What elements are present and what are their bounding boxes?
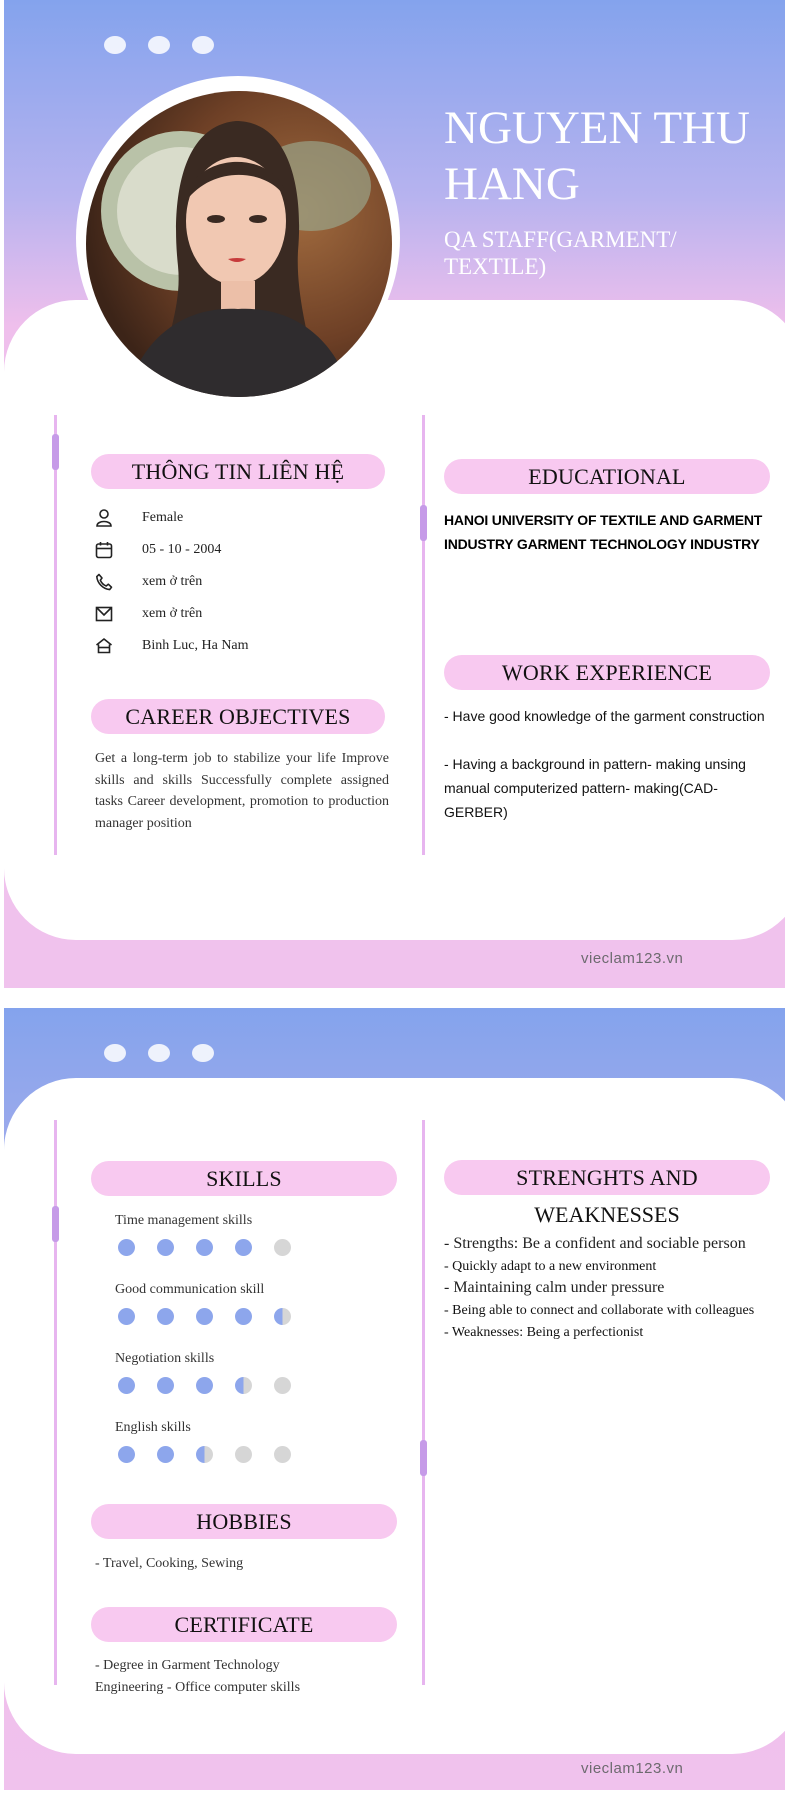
strengths-line-2: - Quickly adapt to a new environment	[444, 1259, 657, 1274]
rating-dot	[118, 1308, 135, 1325]
experience-line-1: - Have good knowledge of the garment construction	[444, 708, 765, 724]
decorative-dots	[104, 1044, 214, 1062]
rating-dot	[196, 1308, 213, 1325]
dot	[192, 1044, 214, 1062]
mail-icon	[94, 604, 114, 624]
email-value: xem ở trên	[142, 606, 203, 621]
left-column-line	[54, 1120, 57, 1685]
skill-rating	[118, 1446, 291, 1463]
birthday-value: 05 - 10 - 2004	[142, 542, 222, 557]
skill-row	[115, 1213, 291, 1256]
contact-row-address	[94, 635, 249, 657]
rating-dot	[274, 1308, 291, 1325]
contact-row-phone	[94, 571, 203, 593]
candidate-name: NGUYEN THU HANG	[444, 102, 750, 210]
right-column-marker	[420, 1440, 427, 1476]
skill-name: Good communication skill	[115, 1282, 265, 1297]
contact-heading: THÔNG TIN LIÊN HỆ	[91, 454, 385, 489]
rating-dot	[196, 1377, 213, 1394]
cv-page-1	[4, 0, 785, 988]
career-objectives-text: Get a long-term job to stabilize your life Improve skills and skills Successfully complete assigned tasks Career development, promotion to production manager position	[95, 751, 389, 831]
skill-name: Time management skills	[115, 1213, 253, 1228]
left-column-line	[54, 415, 57, 855]
left-column-marker	[52, 434, 59, 470]
education-text: HANOI UNIVERSITY OF TEXTILE AND GARMENT INDUSTRY GARMENT TECHNOLOGY INDUSTRY	[444, 512, 763, 552]
experience-line-2: - Having a background in pattern- making unsing manual computerized pattern- making(CAD-GERBER)	[444, 756, 746, 820]
rating-dot	[157, 1377, 174, 1394]
skill-row	[115, 1420, 291, 1463]
skill-row	[115, 1351, 291, 1394]
rating-dot	[274, 1239, 291, 1256]
home-icon	[94, 636, 114, 656]
career-heading: CAREER OBJECTIVES	[91, 699, 385, 734]
skill-rating	[118, 1308, 291, 1325]
portrait-image	[86, 91, 392, 397]
rating-dot	[235, 1446, 252, 1463]
right-column-marker	[420, 505, 427, 541]
dot	[148, 36, 170, 54]
rating-dot	[118, 1239, 135, 1256]
strengths-line-5: - Weaknesses: Being a perfectionist	[444, 1325, 644, 1340]
rating-dot	[235, 1308, 252, 1325]
dot	[148, 1044, 170, 1062]
watermark: vieclam123.vn	[581, 950, 684, 967]
strengths-heading-line-2: WEAKNESSES	[534, 1202, 680, 1227]
calendar-icon	[94, 540, 114, 560]
rating-dot	[235, 1377, 252, 1394]
rating-dot	[235, 1239, 252, 1256]
rating-dot	[196, 1446, 213, 1463]
contact-row-birthday	[94, 539, 222, 561]
skill-rating	[118, 1239, 291, 1256]
contact-row-gender	[94, 507, 184, 529]
rating-dot	[118, 1377, 135, 1394]
decorative-dots	[104, 36, 214, 54]
certificate-line-2: Engineering - Office computer skills	[95, 1680, 301, 1695]
rating-dot	[157, 1308, 174, 1325]
certificate-heading: CERTIFICATE	[91, 1607, 397, 1642]
cv-page-2	[4, 1008, 785, 1790]
strengths-line-3: - Maintaining calm under pressure	[444, 1279, 665, 1296]
rating-dot	[157, 1446, 174, 1463]
strengths-line-4: - Being able to connect and collaborate with colleagues	[444, 1303, 755, 1318]
hobbies-text: - Travel, Cooking, Sewing	[95, 1556, 244, 1571]
rating-dot	[274, 1446, 291, 1463]
skills-heading: SKILLS	[91, 1161, 397, 1196]
profile-photo	[86, 91, 392, 397]
right-column-line	[422, 1120, 425, 1685]
rating-dot	[196, 1239, 213, 1256]
phone-value: xem ở trên	[142, 574, 203, 589]
strengths-line-1: - Strengths: Be a confident and sociable person	[444, 1235, 746, 1252]
experience-heading: WORK EXPERIENCE	[444, 655, 770, 690]
left-column-marker	[52, 1206, 59, 1242]
education-heading: EDUCATIONAL	[444, 459, 770, 494]
address-value: Binh Luc, Ha Nam	[142, 638, 249, 653]
rating-dot	[118, 1446, 135, 1463]
certificate-line-1: - Degree in Garment Technology	[95, 1658, 280, 1673]
right-column-line	[422, 415, 425, 855]
skill-rating	[118, 1377, 291, 1394]
dot	[104, 1044, 126, 1062]
candidate-role: QA STAFF(GARMENT/ TEXTILE)	[444, 227, 677, 279]
rating-dot	[274, 1377, 291, 1394]
rating-dot	[157, 1239, 174, 1256]
strengths-heading: STRENGHTS AND	[444, 1160, 770, 1195]
hobbies-heading: HOBBIES	[91, 1504, 397, 1539]
skill-name: English skills	[115, 1420, 191, 1435]
user-icon	[94, 508, 114, 528]
contact-row-email	[94, 603, 203, 625]
dot	[192, 36, 214, 54]
phone-icon	[94, 572, 114, 592]
skill-name: Negotiation skills	[115, 1351, 215, 1366]
gender-value: Female	[142, 510, 184, 525]
watermark: vieclam123.vn	[581, 1760, 684, 1777]
dot	[104, 36, 126, 54]
skill-row	[115, 1282, 291, 1325]
